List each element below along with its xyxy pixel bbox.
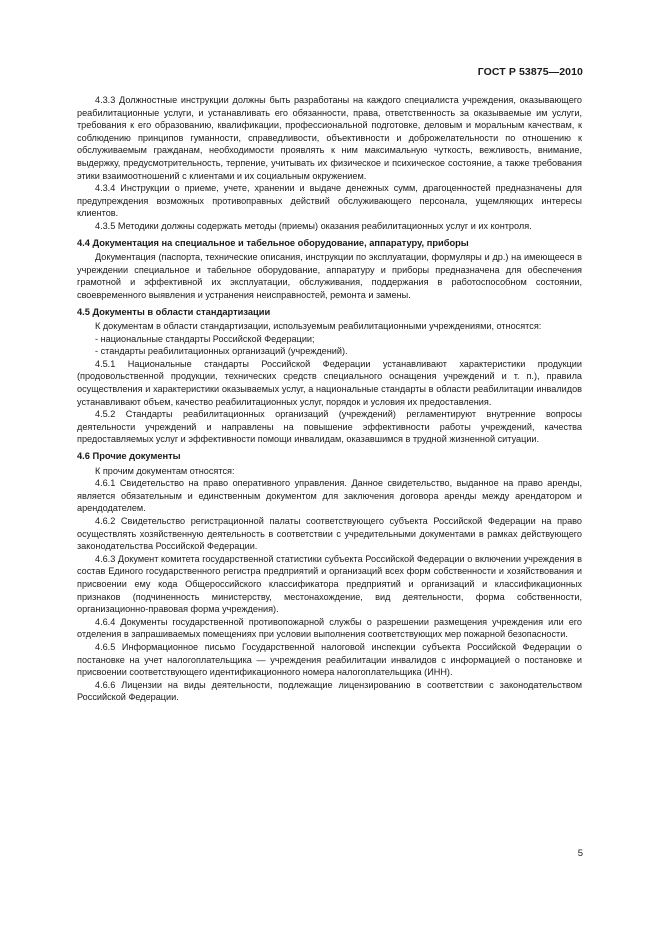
document-code-header: ГОСТ Р 53875—2010 [477, 66, 583, 78]
document-body [77, 94, 582, 704]
list-item-national-standards: - национальные стандарты Российской Федерации; [95, 333, 315, 344]
page-number: 5 [577, 848, 583, 859]
heading-4-4-text: 4.4 Документация на специальное и табельное оборудование, аппаратуру, приборы [77, 237, 469, 248]
paragraph-4-6-5: 4.6.5 Информационное письмо Государственной налоговой инспекции субъекта Российской Федерации о постановке на учет налогоплательщика — учреждения реабилитации инвалидов с информацией о постановке и присвоении соответствующего идентификационного номера налогоплательщика (ИНН). [77, 641, 582, 678]
paragraph-4-5-2: 4.5.2 Стандарты реабилитационных организаций (учреждений) регламентируют внутренние вопросы деятельности учреждений и направлены на повышение эффективности работы учреждений, качества предоставляемых услуг и эффективности помощи инвалидам, оказавшимся в трудной жизненной ситуации. [77, 409, 582, 445]
paragraph-4-6-3: 4.6.3 Документ комитета государственной статистики субъекта Российской Федерации о включении учреждения в состав Единого государственного регистра предприятий и организаций всех форм собственности и хозяйствования и присвоении ему кода Общероссийского классификатора предприятий и организаций и классификационных признаков (подчиненность министерству, местонахождение, вид деятельности, форма собственности, организационно-правовая форма учреждения). [77, 553, 582, 615]
paragraph-4-4-body: Документация (паспорта, технические описания, инструкции по эксплуатации, формуляры и др.) на имеющееся в учреждении специальное и табельное оборудование, аппаратуру и приборы предназначена для обеспечения грамотной и эффективной их эксплуатации, обслуживания, поддержания в работоспособном состоянии, своевременного выявления и устранения неисправностей, ремонта и замены. [77, 252, 582, 300]
paragraph-4-5-1: 4.5.1 Национальные стандарты Российской Федерации устанавливают характеристики продукции (продовольственной продукции, технических средств специального оснащения учреждений и т. п.), правила осуществления и характеристики оказываемых услуг, а национальные стандарты в области реабилитации инвалидов устанавливают объем, качество реабилитационных услуг, порядок и условия их предоставления. [77, 358, 582, 407]
paragraph-4-3-4: 4.3.4 Инструкции о приеме, учете, хранении и выдаче денежных сумм, драгоценностей предназначены для предупреждения возможных противоправных действий обслуживающего персонала, ущемляющих интересы клиентов. [77, 183, 582, 219]
list-item-organization-standards: - стандарты реабилитационных организаций (учреждений). [95, 346, 348, 357]
paragraph-4-6-6: 4.6.6 Лицензии на виды деятельности, подлежащие лицензированию в соответствии с законодательством Российской Федерации. [77, 679, 582, 703]
paragraph-4-3-5: 4.3.5 Методики должны содержать методы (приемы) оказания реабилитационных услуг и их контроля. [95, 220, 532, 231]
heading-4-6-text: 4.6 Прочие документы [77, 451, 181, 462]
paragraph-4-5-intro: К документам в области стандартизации, используемым реабилитационными учреждениями, относятся: [95, 321, 542, 332]
paragraph-4-6-2: 4.6.2 Свидетельство регистрационной палаты соответствующего субъекта Российской Федерации на право осуществлять хозяйственную деятельность в соответствии с учредительными документами в рамках действующего законодательства Российской Федерации. [77, 516, 582, 552]
paragraph-4-6-1: 4.6.1 Свидетельство на право оперативного управления. Данное свидетельство, выданное на право аренды, является обязательным и единственным документом для заключения договора аренды между арендатором и арендодателем. [77, 478, 582, 514]
heading-4-5-text: 4.5 Документы в области стандартизации [77, 306, 271, 317]
heading-4-5 [77, 306, 582, 319]
paragraph-4-6-intro: К прочим документам относятся: [95, 465, 235, 476]
paragraph-4-3-3: 4.3.3 Должностные инструкции должны быть разработаны на каждого специалиста учреждения, оказывающего реабилитационные услуги, и устанавливать его обязанности, права, ответственность за оказываемые им услуги, требования к его образованию, квалификации, профессиональной подготовке, деловым и моральным качествам, к соблюдению принципов гуманности, справедливости, объективности и доброжелательности по отношению к обслуживаемым гражданам, необходимости проявлять к ним максимальную чуткость, вежливость, внимание, выдержку, предусмотрительность, терпение, учитывать их физическое и психическое состояние, а также требования этики взаимоотношений с клиентами и их социальным окружением. [77, 95, 582, 181]
heading-4-4 [77, 237, 582, 250]
paragraph-4-6-4: 4.6.4 Документы государственной противопожарной службы о разрешении размещения учреждения или его отделения в запрашиваемых помещениях при условии выполнения соответствующих мер пожарной безопасности. [77, 616, 582, 640]
heading-4-6 [77, 450, 582, 463]
